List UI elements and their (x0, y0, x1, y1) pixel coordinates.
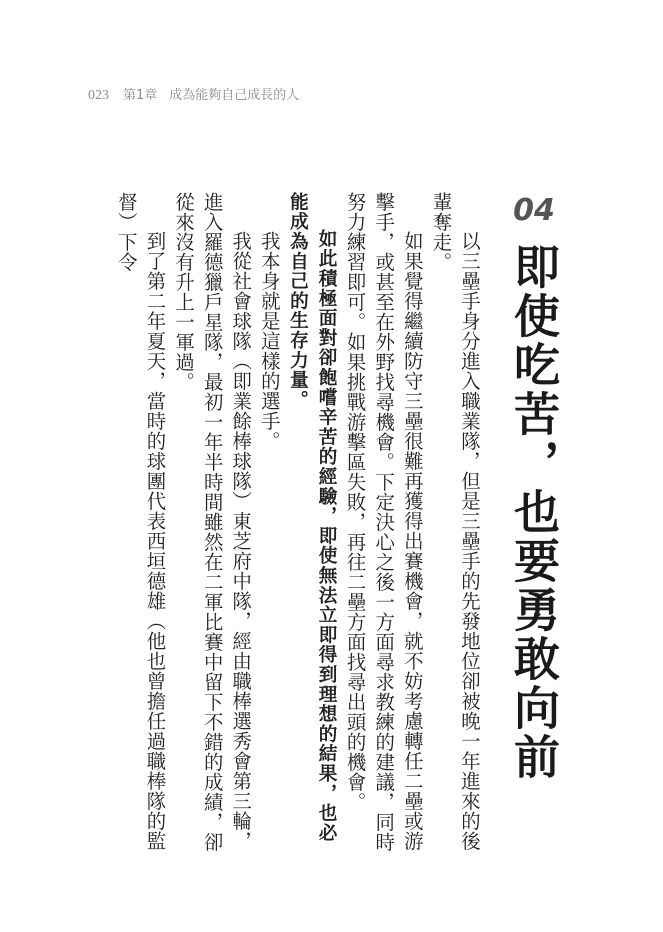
paragraph: 到了第二年夏天，當時的球團代表西垣德雄（他也曾擔任過職棒隊的監督）下令 (114, 192, 167, 851)
paragraph: 如果覺得繼續防守三壘很難再獲得出賽機會，就不妨考慮轉任二壘或游擊手，或甚至在外野找尋機會。下定決心之後一方面尋求教練的建議，同時努力練習即可。如果挑戰游擊區失敗，再往二壘方面找尋出頭的機會。 (343, 192, 424, 852)
page-number: 023 (88, 88, 109, 103)
emphasis-paragraph: 如此積極面對卻飽嚐辛苦的經驗，即使無法立即得到理想的結果，也必能成為自己的生存力量。 (287, 192, 338, 843)
chapter-title: 成為能夠自己成長的人 (169, 88, 300, 103)
running-header (88, 84, 299, 104)
chapter-label: 第1章 (123, 88, 158, 103)
body-text (111, 192, 483, 854)
paragraph: 我本身就是這樣的選手。 (257, 230, 281, 451)
paragraph: 以三壘手身分進入職業隊，但是三壘手的先發地位卻被晚一年進來的後輩奪走。 (429, 192, 481, 851)
section-number: 04 (513, 193, 555, 228)
paragraph: 我從社會球隊（即業餘棒球隊）東芝府中隊，經由職棒選秀會第三輪，進入羅德獵戶星隊，最初一年半時間雖然在二軍比賽中留下不錯的成績，卻從來沒有升上一軍過。 (172, 192, 253, 852)
section-title: 即使吃苦，也要勇敢向前 (507, 243, 561, 782)
